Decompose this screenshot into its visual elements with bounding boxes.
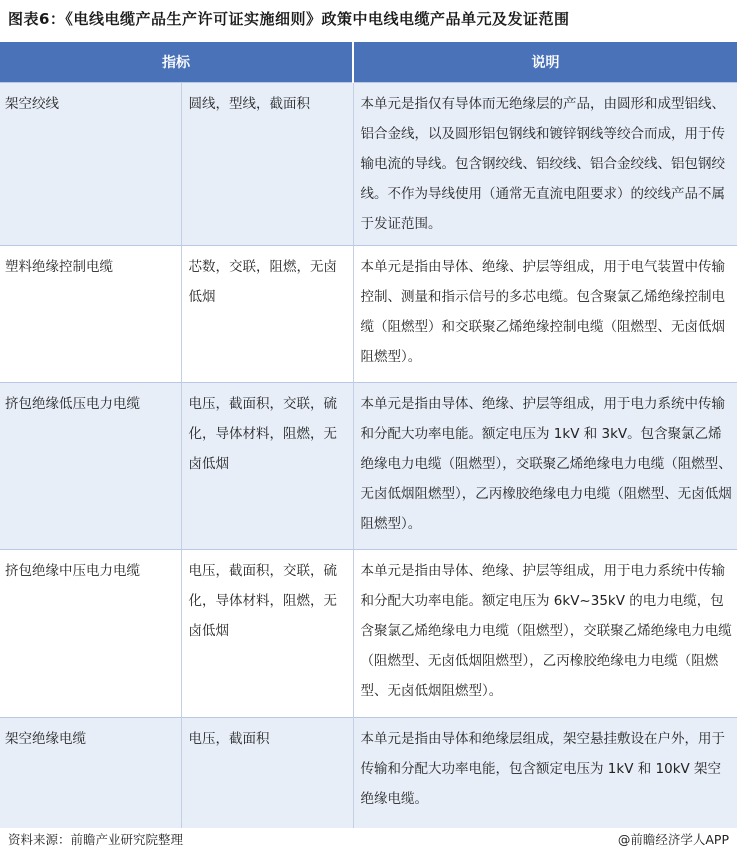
unit-name: 挤包绝缘中压电力电缆 [0, 550, 181, 718]
unit-params: 电压，截面积 [181, 718, 353, 828]
unit-name: 架空绞线 [0, 83, 181, 246]
table-header-row [0, 42, 737, 83]
unit-name: 架空绝缘电缆 [0, 718, 181, 828]
table-row [0, 83, 737, 246]
product-unit-table [0, 42, 737, 828]
source-note: 资料来源：前瞻产业研究院整理 [8, 832, 184, 847]
unit-params: 电压，截面积，交联，硫化，导体材料，阻燃，无卤低烟 [181, 383, 353, 550]
brand-credit: @前瞻经济学人APP [617, 832, 729, 847]
unit-description: 本单元是指由导体、绝缘、护层等组成，用于电力系统中传输和分配大功率电能。额定电压为 1kV 和 3kV。包含聚氯乙烯绝缘电力电缆（阻燃型），交联聚乙烯绝缘电力电缆（阻燃型、无卤低烟阻燃型），乙丙橡胶绝缘电力电缆（阻燃型、无卤低烟阻燃型）。 [353, 383, 737, 550]
table-row [0, 550, 737, 718]
unit-name: 挤包绝缘低压电力电缆 [0, 383, 181, 550]
footer [0, 824, 737, 854]
unit-name: 塑料绝缘控制电缆 [0, 246, 181, 383]
header-indicator: 指标 [0, 42, 353, 83]
table-row [0, 246, 737, 383]
unit-description: 本单元是指由导体、绝缘、护层等组成，用于电气装置中传输控制、测量和指示信号的多芯电缆。包含聚氯乙烯绝缘控制电缆（阻燃型）和交联聚乙烯绝缘控制电缆（阻燃型、无卤低烟阻燃型）。 [353, 246, 737, 383]
page-title: 图表6：《电线电缆产品生产许可证实施细则》政策中电线电缆产品单元及发证范围 [8, 10, 570, 28]
unit-params: 圆线，型线，截面积 [181, 83, 353, 246]
unit-description: 本单元是指仅有导体而无绝缘层的产品，由圆形和成型铝线、铝合金线，以及圆形铝包钢线和镀锌钢线等绞合而成，用于传输电流的导线。包含钢绞线、铝绞线、铝合金绞线、铝包钢绞线。不作为导线使用（通常无直流电阻要求）的绞线产品不属于发证范围。 [353, 83, 737, 246]
unit-params: 芯数，交联，阻燃，无卤低烟 [181, 246, 353, 383]
unit-params: 电压，截面积，交联，硫化，导体材料，阻燃，无卤低烟 [181, 550, 353, 718]
table-row [0, 718, 737, 828]
table-row [0, 383, 737, 550]
header-description: 说明 [353, 42, 737, 83]
unit-description: 本单元是指由导体、绝缘、护层等组成，用于电力系统中传输和分配大功率电能。额定电压为 6kV~35kV 的电力电缆，包含聚氯乙烯绝缘电力电缆（阻燃型），交联聚乙烯绝缘电力电缆（阻燃型、无卤低烟阻燃型），乙丙橡胶绝缘电力电缆（阻燃型、无卤低烟阻燃型）。 [353, 550, 737, 718]
unit-description: 本单元是指由导体和绝缘层组成，架空悬挂敷设在户外，用于传输和分配大功率电能，包含额定电压为 1kV 和 10kV 架空绝缘电缆。 [353, 718, 737, 828]
